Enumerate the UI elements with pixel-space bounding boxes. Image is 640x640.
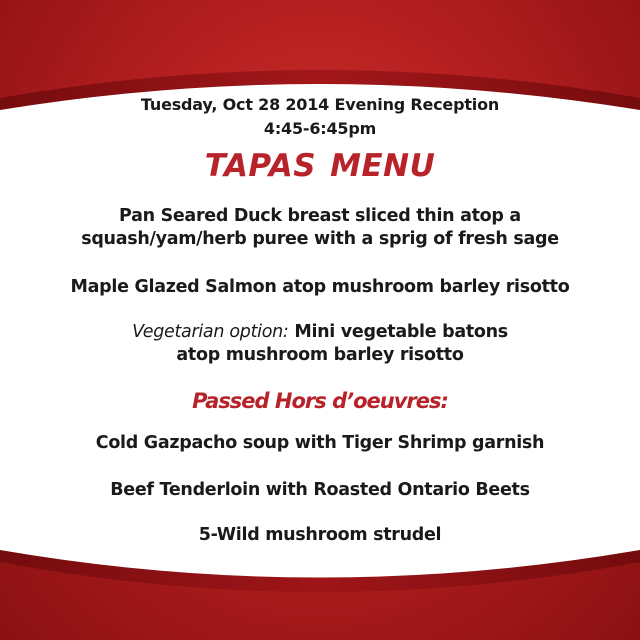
vegetarian-label: Vegetarian option: [132, 322, 289, 342]
duck-item-line2: squash/yam/herb puree with a sprig of fresh sage [81, 229, 559, 249]
title-word-tapas: TAPAS [204, 148, 317, 184]
salmon-item: Maple Glazed Salmon atop mushroom barley risotto [70, 277, 570, 297]
passed-item-strudel: 5-Wild mushroom strudel [198, 525, 442, 545]
menu-title [0, 148, 640, 184]
event-time: 4:45-6:45pm [263, 119, 377, 138]
passed-item-beef: Beef Tenderloin with Roasted Ontario Beets [110, 480, 530, 500]
vegetarian-text: Mini vegetable batons [288, 322, 508, 342]
vegetarian-item-line2: atop mushroom barley risotto [176, 345, 464, 365]
title-word-menu: MENU [330, 148, 436, 184]
duck-item-line1: Pan Seared Duck breast sliced thin atop a [119, 206, 521, 226]
passed-item-gazpacho: Cold Gazpacho soup with Tiger Shrimp garnish [95, 433, 545, 453]
passed-heading: Passed Hors d’oeuvres: [192, 389, 448, 413]
event-date: Tuesday, Oct 28 2014 Evening Reception [140, 95, 500, 114]
vegetarian-item-line1 [0, 321, 640, 343]
